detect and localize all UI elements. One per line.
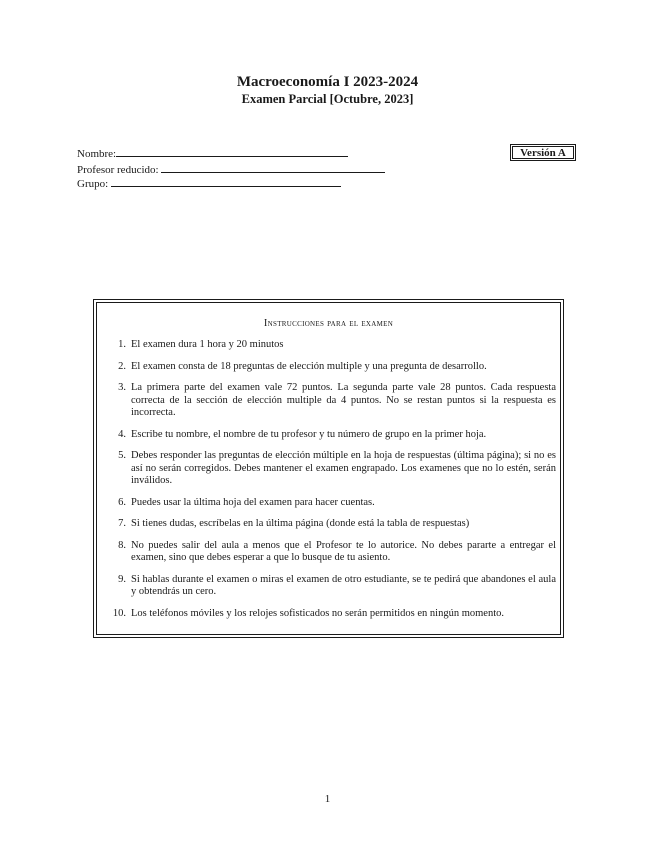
name-field-line [116, 147, 348, 157]
instruction-text: Escribe tu nombre, el nombre de tu profesor y tu número de grupo en la primer hoja. [131, 428, 487, 440]
instruction-number: 5. [118, 450, 126, 461]
instruction-item [110, 361, 556, 374]
instructions-list [110, 339, 556, 629]
group-field [77, 177, 341, 191]
instruction-number: 6. [118, 496, 126, 508]
instruction-text: Debes responder las preguntas de elección múltiple en la hoja de respuestas (última página); si no es así no serán corregidos. Debes mantener el examen engrapado. Los examenes que no lo estén, serán inválidos. [131, 450, 556, 486]
instruction-text: Si hablas durante el examen o miras el examen de otro estudiante, se te pedirá que abandones el aula y obtendrás un cero. [131, 573, 556, 597]
instruction-item [110, 608, 556, 621]
instruction-number: 4. [118, 428, 126, 440]
instructions-box [93, 299, 564, 638]
instruction-item [110, 450, 556, 488]
instruction-item [110, 497, 556, 510]
instruction-number: 9. [118, 573, 126, 585]
instruction-item [110, 540, 556, 565]
version-label: Versión A [512, 146, 574, 159]
instruction-number: 8. [118, 539, 126, 551]
instruction-number: 10. [112, 607, 126, 619]
instruction-text: El examen dura 1 hora y 20 minutos [131, 339, 284, 350]
instruction-text: No puedes salir del aula a menos que el Profesor te lo autorice. No debes pararte a entregar el examen, sino que debes esperar a que lo busque de tu asiento. [131, 539, 556, 563]
instruction-item [110, 429, 556, 442]
instruction-number: 2. [118, 360, 126, 372]
professor-field-label: Profesor reducido: [77, 164, 159, 176]
instruction-text: Los teléfonos móviles y los relojes sofisticados no serán permitidos en ningún momento. [131, 607, 504, 619]
exam-title: Macroeconomía I 2023-2024 [236, 74, 419, 90]
exam-subtitle: Examen Parcial [Octubre, 2023] [241, 92, 414, 106]
instruction-text: Si tienes dudas, escríbelas en la última página (donde está la tabla de respuestas) [131, 518, 470, 529]
page-number: 1 [324, 793, 331, 805]
instructions-inner-frame [96, 302, 561, 635]
instruction-item [110, 339, 556, 352]
instruction-text: Puedes usar la última hoja del examen para hacer cuentas. [131, 496, 375, 508]
instruction-item [110, 382, 556, 420]
instruction-number: 3. [118, 382, 126, 393]
professor-field [77, 163, 385, 177]
instruction-item [110, 518, 556, 531]
version-box [510, 144, 576, 161]
instruction-number: 7. [118, 518, 126, 529]
instruction-text: La primera parte del examen vale 72 puntos. La segunda parte vale 28 puntos. Cada respuesta correcta de la sección de elección multiple da 4 puntos. No se restan puntos si la respuesta es incorrecta. [131, 382, 556, 418]
instruction-item [110, 574, 556, 599]
instruction-number: 1. [118, 339, 126, 350]
group-field-label: Grupo: [77, 178, 109, 190]
name-field-label: Nombre: [77, 148, 117, 160]
instruction-text: El examen consta de 18 preguntas de elección multiple y una pregunta de desarrollo. [131, 360, 487, 372]
group-field-line [111, 177, 341, 187]
instructions-title: Instrucciones para el examen [263, 318, 394, 329]
professor-field-line [161, 163, 385, 173]
name-field [77, 147, 348, 161]
